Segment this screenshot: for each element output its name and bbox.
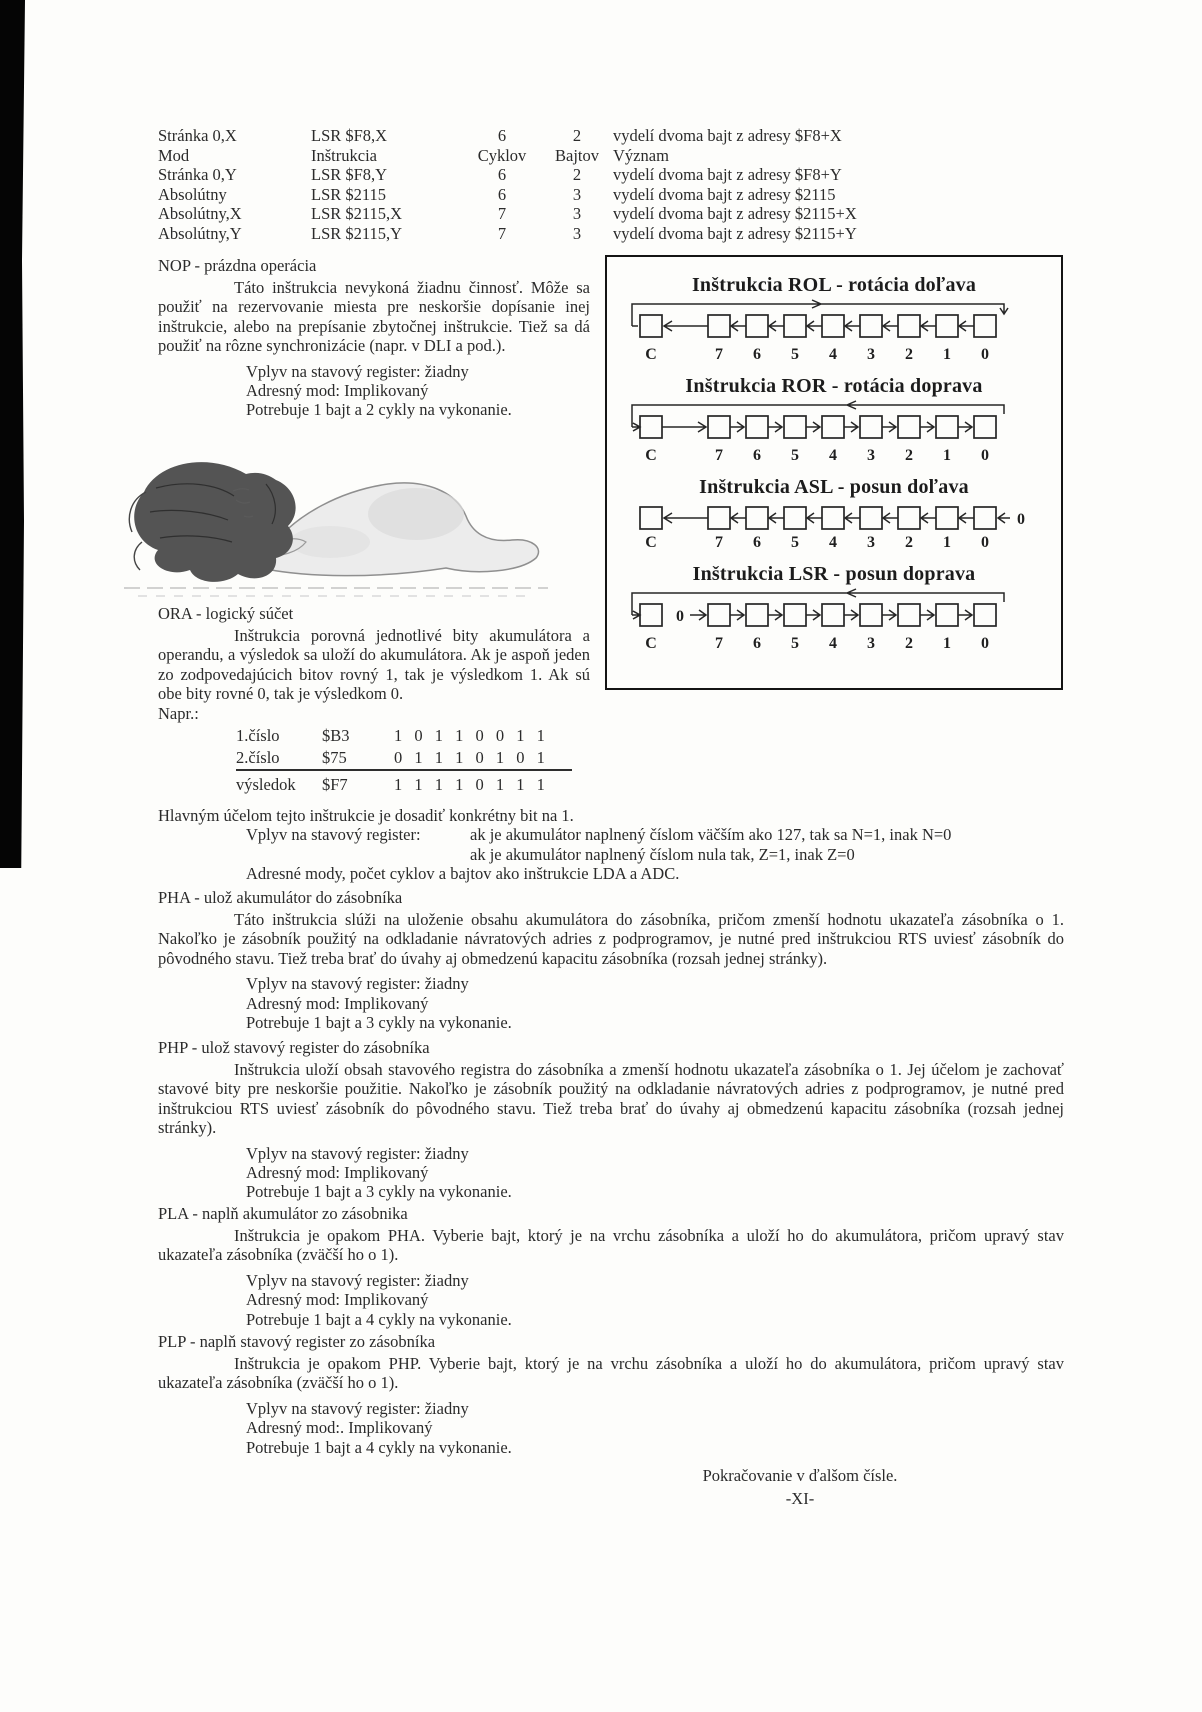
php-cost: Potrebuje 1 bajt a 3 cykly na vykonanie. (246, 1182, 512, 1202)
svg-text:5: 5 (791, 534, 799, 551)
pha-title: PHA - ulož akumulátor do zásobníka (158, 888, 403, 907)
svg-text:2: 2 (905, 447, 913, 464)
svg-text:6: 6 (753, 346, 761, 363)
pha-cost: Potrebuje 1 bajt a 3 cykly na vykonanie. (246, 1013, 512, 1033)
table-header-cell: Bajtov (555, 145, 599, 165)
illustration (116, 392, 558, 604)
ora-modes: Adresné mody, počet cyklov a bajtov ako inštrukcie LDA a ADC. (246, 864, 680, 884)
table-cell: Stránka 0,Y (158, 165, 237, 184)
ora-status-label: Vplyv na stavový register: (246, 825, 421, 845)
table-cell: 6 (497, 126, 507, 145)
svg-text:3: 3 (867, 346, 875, 363)
plp-status-register: Vplyv na stavový register: žiadny (246, 1398, 469, 1418)
table-cell: vydelí dvoma bajt z adresy $2115+X (613, 204, 857, 223)
table-cell: LSR $2115,X (311, 204, 403, 223)
table-cell: Absolútny (158, 184, 227, 204)
table-cell: 6 (497, 184, 507, 204)
svg-text:0: 0 (981, 447, 989, 464)
plp-address-mode: Adresný mod:. Implikovaný (246, 1418, 433, 1438)
example-hex: $75 (322, 748, 347, 768)
table-header-cell: Význam (613, 145, 669, 165)
nop-title: NOP - prázdna operácia (158, 256, 317, 275)
svg-text:C: C (645, 346, 657, 363)
table-cell: vydelí dvoma bajt z adresy $F8+Y (613, 165, 842, 184)
ror-title: Inštrukcia ROR - rotácia doprava (685, 375, 983, 397)
svg-text:2: 2 (905, 346, 913, 363)
svg-text:4: 4 (829, 346, 837, 363)
pla-address-mode: Adresný mod: Implikovaný (246, 1290, 429, 1310)
ora-example-label: Napr.: (158, 703, 199, 723)
svg-text:0: 0 (981, 534, 989, 551)
asl-diagram-graphic (624, 501, 1044, 551)
footer (600, 1464, 1000, 1510)
table-cell: 7 (497, 204, 507, 223)
svg-text:7: 7 (715, 534, 723, 551)
addressing-mode-table (158, 126, 1018, 243)
table-cell: Absolútny,X (158, 204, 242, 223)
svg-text:5: 5 (791, 447, 799, 464)
php-title: PHP - ulož stavový register do zásobníka (158, 1038, 430, 1057)
nop-status-register: Vplyv na stavový register: žiadny (246, 361, 469, 381)
table-cell: 2 (572, 165, 582, 184)
svg-text:1: 1 (943, 534, 951, 551)
example-label: 2.číslo (236, 748, 280, 768)
ora-status-z: ak je akumulátor naplnený číslom nula tak, Z=1, inak Z=0 (470, 844, 855, 864)
table-cell: vydelí dvoma bajt z adresy $2115+Y (613, 223, 857, 243)
nop-body: Táto inštrukcia nevykoná žiadnu činnosť. Môže sa použiť na rezervovanie miesta pre neskoršie dopísanie inej inštrukcie, alebo na prepísanie zbytočnej inštrukcie. Tiež sa dá použiť na rôzne synchronizácie (napr. v DLI a pod.). (158, 278, 590, 356)
plp-title: PLP - naplň stavový register zo zásobníka (158, 1332, 436, 1351)
example-row (236, 747, 572, 771)
php-section (158, 1038, 1064, 1202)
lsr-title: Inštrukcia LSR - posun doprava (692, 563, 976, 585)
lsr-zero-in: 0 (676, 608, 684, 625)
example-label: výsledok (236, 775, 296, 795)
table-cell: Stránka 0,X (158, 126, 237, 145)
svg-text:3: 3 (867, 635, 875, 652)
svg-text:4: 4 (829, 534, 837, 551)
example-hex: $F7 (322, 775, 348, 795)
example-label: 1.číslo (236, 726, 280, 746)
rol-title: Inštrukcia ROL - rotácia doľava (691, 274, 977, 296)
table-cell: 7 (497, 223, 507, 243)
svg-text:1: 1 (943, 346, 951, 363)
page-number: -XI- (785, 1489, 815, 1508)
svg-text:0: 0 (981, 346, 989, 363)
scan-edge-artifact (0, 0, 25, 868)
svg-text:5: 5 (791, 346, 799, 363)
pha-status-register: Vplyv na stavový register: žiadny (246, 974, 469, 994)
table-header-cell: Mod (158, 145, 190, 165)
table-header-cell: Cyklov (477, 145, 527, 165)
ora-body: Inštrukcia porovná jednotlivé bity akumulátora a operandu, a výsledok sa uloží do akumulátora. Ak je aspoň jeden zo zodpovedajúcich bitov rovný 1, tak je výsledkom 1. Ak sú obe bity rovné 0, tak je výsledkom 0. (158, 626, 590, 704)
svg-text:2: 2 (905, 534, 913, 551)
ror-diagram (624, 374, 1044, 464)
table-cell: Absolútny,Y (158, 223, 242, 243)
table-cell: 3 (572, 223, 582, 243)
ora-status-line (246, 825, 1064, 844)
example-bits: 1 1 1 1 0 1 1 1 (394, 775, 546, 795)
pha-address-mode: Adresný mod: Implikovaný (246, 993, 429, 1013)
asl-title: Inštrukcia ASL - posun doľava (699, 476, 969, 498)
nop-cost: Potrebuje 1 bajt a 2 cykly na vykonanie. (246, 400, 512, 420)
table-cell: 6 (497, 165, 507, 184)
table-cell: 3 (572, 204, 582, 223)
ora-title: ORA - logický súčet (158, 604, 294, 623)
table-cell: LSR $2115 (311, 184, 387, 204)
svg-text:6: 6 (753, 447, 761, 464)
nop-address-mode: Adresný mod: Implikovaný (246, 381, 429, 401)
svg-text:C: C (645, 447, 657, 464)
ora-status-n: ak je akumulátor naplnený číslom väčším ako 127, tak sa N=1, inak N=0 (470, 825, 952, 845)
example-bits: 1 0 1 1 0 0 1 1 (394, 726, 546, 746)
svg-text:7: 7 (715, 635, 723, 652)
svg-text:C: C (645, 635, 657, 652)
rol-diagram-graphic (624, 299, 1044, 363)
pla-section (158, 1204, 1064, 1329)
example-result-row (236, 771, 572, 796)
table-cell: 3 (572, 184, 582, 204)
example-hex: $B3 (322, 726, 350, 746)
ora-purpose: Hlavným účelom tejto inštrukcie je dosadiť konkrétny bit na 1. (158, 806, 574, 826)
php-address-mode: Adresný mod: Implikovaný (246, 1163, 429, 1183)
pla-title: PLA - naplň akumulátor zo zásobnika (158, 1204, 408, 1223)
svg-text:6: 6 (753, 635, 761, 652)
rol-diagram (624, 273, 1044, 363)
asl-zero-in: 0 (1017, 511, 1025, 528)
table-cell: LSR $F8,Y (311, 165, 388, 184)
example-row (236, 725, 572, 747)
svg-text:4: 4 (829, 635, 837, 652)
example-bits: 0 1 1 1 0 1 0 1 (394, 748, 546, 768)
plp-body: Inštrukcia je opakom PHP. Vyberie bajt, ktorý je na vrchu zásobníka a uloží ho do akumulátora, pričom upravý stav ukazateľa zásobníka (zväčší ho o 1). (158, 1354, 1064, 1393)
pha-body: Táto inštrukcia slúži na uloženie obsahu akumulátora do zásobníka, pričom zmenší hodnotu ukazateľa zásobníka o 1. Nakoľko je zásobník použitý na odkladanie návratových adries z podprogramov, je nutné pred inštrukciou RTS uviesť zásobník do pôvodného stavu. Tiež treba brať do úvahy aj obmedzenú kapacitu zásobníka (rozsah jednej stránky). (158, 910, 1064, 968)
ror-diagram-graphic (624, 400, 1044, 464)
pla-status-register: Vplyv na stavový register: žiadny (246, 1270, 469, 1290)
continuation-note: Pokračovanie v ďalšom čísle. (702, 1466, 898, 1485)
svg-text:C: C (645, 534, 657, 551)
pla-cost: Potrebuje 1 bajt a 4 cykly na vykonanie. (246, 1309, 512, 1329)
table-cell: 2 (572, 126, 582, 145)
table-cell: vydelí dvoma bajt z adresy $F8+X (613, 126, 842, 145)
table-header-cell: Inštrukcia (311, 145, 377, 165)
asl-diagram (624, 475, 1044, 551)
svg-text:7: 7 (715, 447, 723, 464)
php-body: Inštrukcia uloží obsah stavového registra do zásobníka a zmenší hodnotu ukazateľa zásobníka o 1. Jej účelom je zachovať stavové bity pre neskoršie použitie. Nakoľko je zásobník použitý na odkladanie návratových adries z podprogramov, je nutné pred inštrukciou RTS uviesť zásobník do pôvodného stavu. Tiež treba brať do úvahy aj obmedzenú kapacitu zásobníka (rozsah jednej stránky). (158, 1060, 1064, 1138)
pha-section (158, 888, 1064, 1032)
pla-body: Inštrukcia je opakom PHA. Vyberie bajt, ktorý je na vrchu zásobníka a uloží ho do akumulátora, pričom upravý stav ukazateľa zásobníka (zväčší ho o 1). (158, 1226, 1064, 1265)
plp-cost: Potrebuje 1 bajt a 4 cykly na vykonanie. (246, 1437, 512, 1457)
svg-text:3: 3 (867, 447, 875, 464)
table-cell: LSR $F8,X (311, 126, 388, 145)
svg-text:1: 1 (943, 635, 951, 652)
svg-text:1: 1 (943, 447, 951, 464)
php-status-register: Vplyv na stavový register: žiadny (246, 1143, 469, 1163)
table-cell: LSR $2115,Y (311, 223, 403, 243)
svg-text:4: 4 (829, 447, 837, 464)
svg-text:0: 0 (981, 635, 989, 652)
svg-text:7: 7 (715, 346, 723, 363)
ora-section (158, 604, 1064, 884)
svg-text:3: 3 (867, 534, 875, 551)
svg-text:6: 6 (753, 534, 761, 551)
plp-section (158, 1332, 1064, 1457)
svg-text:2: 2 (905, 635, 913, 652)
svg-text:5: 5 (791, 635, 799, 652)
ora-example (158, 725, 1064, 796)
table-cell: vydelí dvoma bajt z adresy $2115 (613, 184, 836, 204)
figure-hair (134, 462, 295, 582)
